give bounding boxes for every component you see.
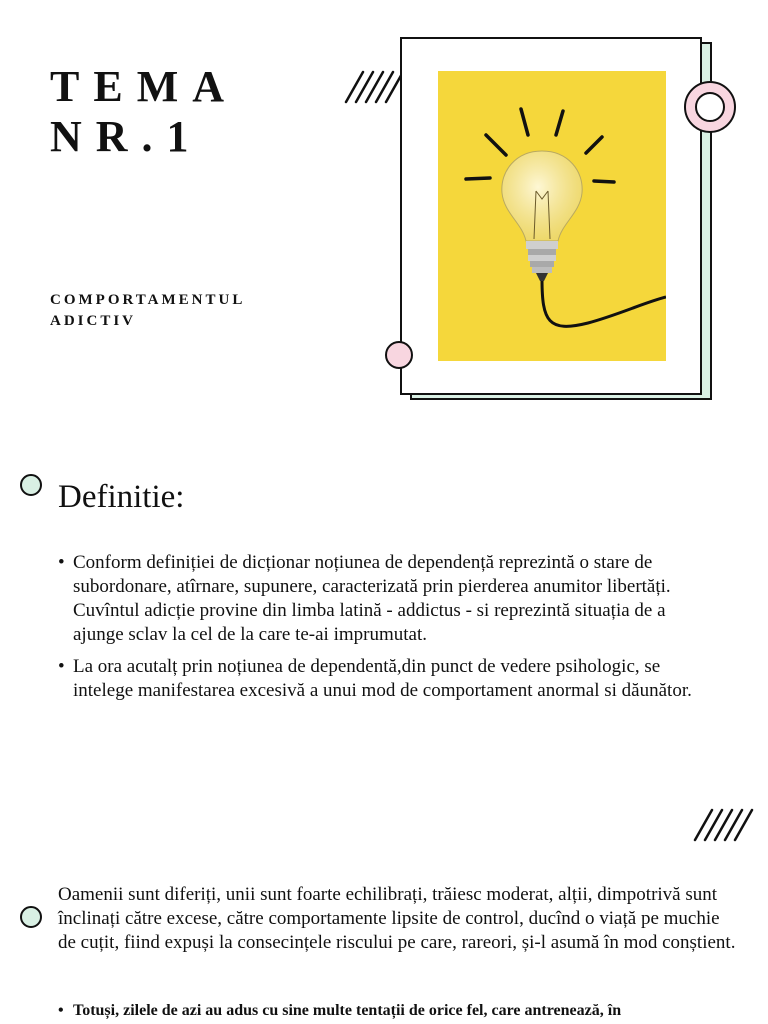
title-line-1: TEMA [50,62,238,111]
subtitle-line-2: ADICTIV [50,313,137,329]
pink-dot-decoration [385,341,413,369]
list-item: • La ora acutalț prin noțiunea de dependentă,din punct de vedere psihologic, se intelege manifestarea excesivă a unui mod de comportament anormal si dăunător. [58,655,718,703]
mint-dot-decoration-2 [20,906,42,928]
hatch-decoration [343,70,405,104]
ring-decoration [683,80,737,134]
lightbulb-photo [438,71,666,361]
continuation-list [58,1000,738,1022]
slide-title [50,62,238,162]
title-line-2: NR.1 [50,112,203,161]
list-item: • Totuși, zilele de azi au adus cu sine multe tentații de orice fel, care antrenează, în [58,1000,738,1022]
mint-dot-decoration [20,474,42,496]
lightbulb-icon [438,71,666,361]
list-item: • Conform definiției de dicționar noțiunea de dependență reprezintă o stare de subordonare, atîrnare, supunere, caracterizată prin pierderea anumitor libertăți. Cuvîntul adicție provine din limba latină - addictus - si reprezintă situația de a ajunge sclav la cel de la care te-ai imprumutat. [58,551,718,647]
subtitle-line-1: COMPORTAMENTUL [50,292,246,308]
intro-paragraph: Oamenii sunt diferiți, unii sunt foarte echilibrați, trăiesc moderat, alții, dimpotrivă sunt înclinați către excese, către comportamente lipsite de control, ducînd o viață pe muchie de cuțit, fiind expuși la consecințele riscului pe care, rareori, și-l asumă în mod conștient. [58,884,736,953]
hatch-decoration-2 [692,808,754,842]
slide-subtitle [50,290,245,332]
definition-heading: Definitie: [58,479,185,515]
definition-list [58,551,718,711]
